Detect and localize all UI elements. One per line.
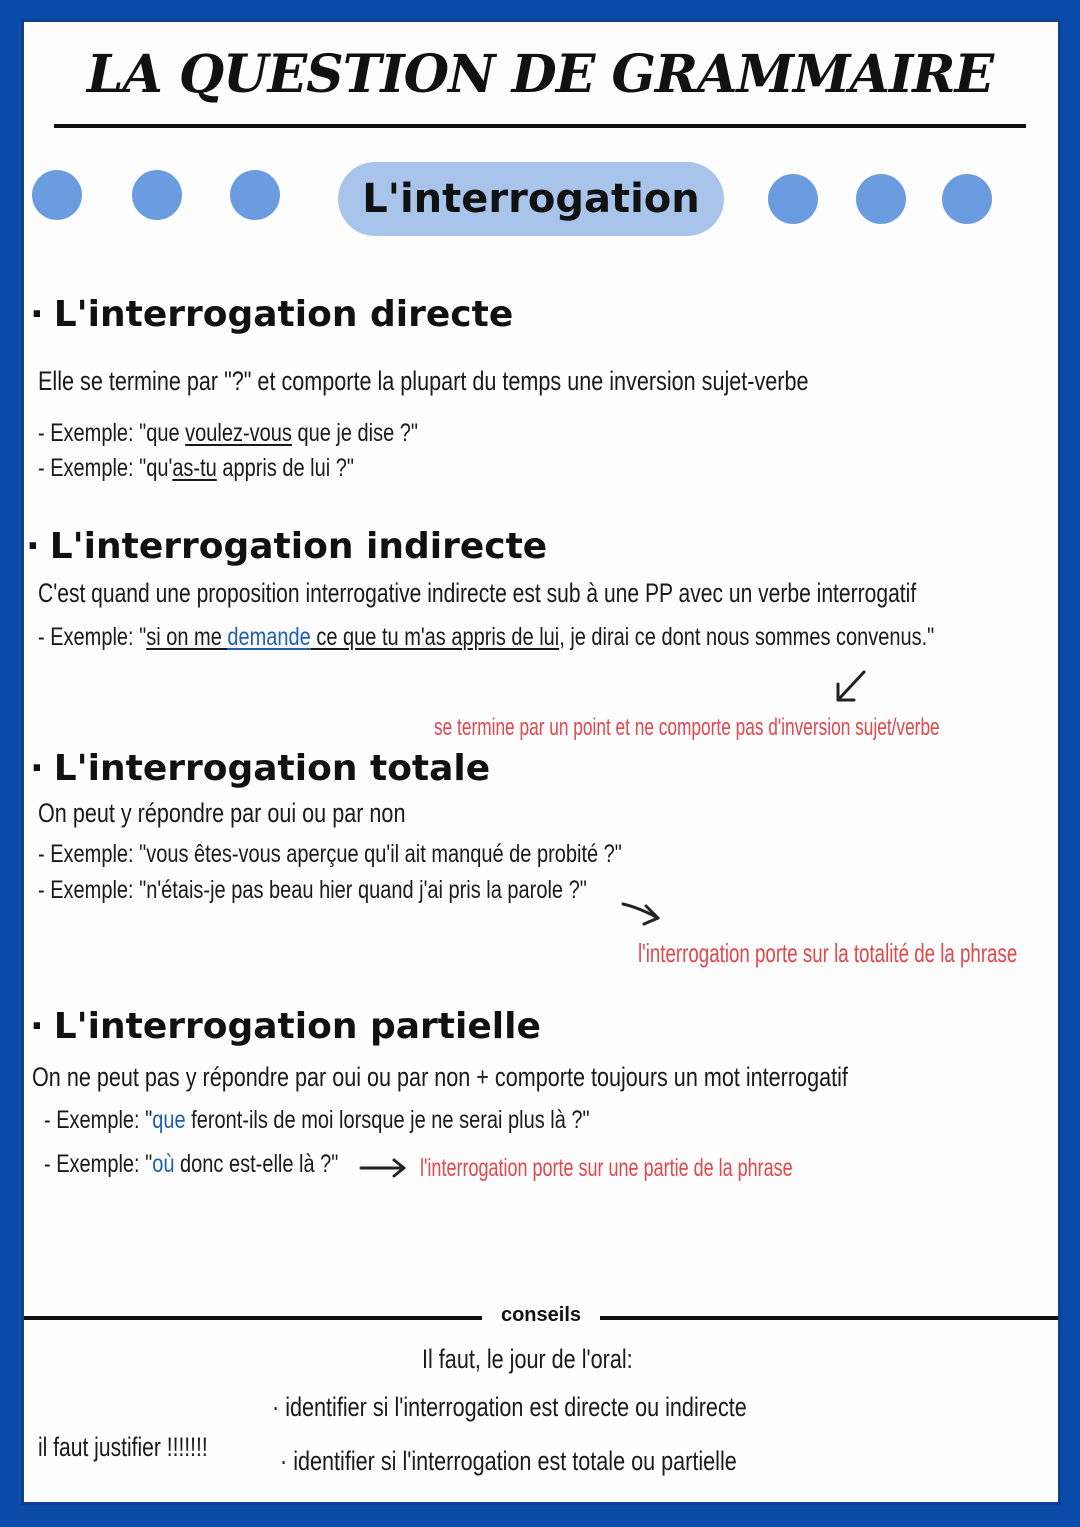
decor-dot bbox=[230, 170, 280, 220]
topic-badge: L'interrogation bbox=[338, 162, 724, 236]
desc-indirecte: C'est quand une proposition interrogative indirecte est sub à une PP avec un verbe interrogatif bbox=[38, 578, 917, 608]
page-title: LA QUESTION DE GRAMMAIRE bbox=[86, 44, 994, 105]
conseils-tip-1: · identifier si l'interrogation est directe ou indirecte bbox=[272, 1392, 747, 1422]
bullet: · bbox=[30, 294, 44, 335]
example-underlined: voulez-vous bbox=[185, 419, 292, 447]
example-suffix: feront-ils de moi lorsque je ne serai plus là ?" bbox=[185, 1106, 590, 1134]
conseils-intro: Il faut, le jour de l'oral: bbox=[422, 1344, 633, 1374]
example-prefix: - Exemple: " bbox=[44, 1150, 153, 1178]
bullet: · bbox=[30, 748, 44, 789]
desc-partielle: On ne peut pas y répondre par oui ou par non + comporte toujours un mot interrogatif bbox=[32, 1062, 848, 1092]
bullet: · bbox=[30, 1006, 44, 1047]
decor-dot bbox=[942, 174, 992, 224]
example-underlined: si on me bbox=[146, 623, 228, 651]
example-prefix: - Exemple: "qu' bbox=[38, 454, 173, 482]
interrogative-word: où bbox=[152, 1150, 175, 1178]
arrow-right-icon bbox=[358, 1156, 410, 1180]
example-prefix: - Exemple: " bbox=[44, 1106, 153, 1134]
desc-directe: Elle se termine par "?" et comporte la plupart du temps une inversion sujet-verbe bbox=[38, 366, 809, 396]
example-verb-highlight: demande bbox=[227, 623, 311, 651]
worksheet bbox=[24, 22, 1058, 1502]
conseils-tip-2: · identifier si l'interrogation est totale ou partielle bbox=[280, 1446, 737, 1476]
conseils-label: conseils bbox=[500, 1304, 582, 1326]
example-partielle-1 bbox=[44, 1106, 590, 1135]
title-underline bbox=[54, 124, 1026, 128]
heading-indirecte-text: L'interrogation indirecte bbox=[49, 526, 548, 567]
interrogative-word: que bbox=[152, 1106, 186, 1134]
example-partielle-2 bbox=[44, 1150, 338, 1179]
heading-directe-text: L'interrogation directe bbox=[53, 294, 514, 335]
conseils-side-note: il faut justifier !!!!!!! bbox=[38, 1432, 208, 1462]
divider-left bbox=[24, 1316, 482, 1320]
bullet: · bbox=[26, 526, 40, 567]
example-prefix: - Exemple: "que bbox=[38, 419, 186, 447]
heading-totale bbox=[30, 748, 490, 789]
example-directe-2 bbox=[38, 454, 354, 483]
example-underlined: ce que tu m'as appris de lui bbox=[310, 623, 560, 651]
example-indirecte bbox=[38, 623, 934, 652]
example-suffix: que je dise ?" bbox=[291, 419, 418, 447]
divider-right bbox=[600, 1316, 1058, 1320]
example-suffix: , je dirai ce dont nous sommes convenus." bbox=[559, 623, 935, 651]
heading-directe bbox=[30, 294, 513, 335]
desc-totale: On peut y répondre par oui ou par non bbox=[38, 798, 406, 828]
example-suffix: appris de lui ?" bbox=[216, 454, 354, 482]
decor-dot bbox=[132, 170, 182, 220]
heading-totale-text: L'interrogation totale bbox=[53, 748, 491, 789]
heading-indirecte bbox=[26, 526, 547, 567]
arrow-right-down-icon bbox=[620, 898, 666, 930]
heading-partielle bbox=[30, 1006, 541, 1047]
example-directe-1 bbox=[38, 419, 418, 448]
down-left-arrow-icon bbox=[830, 668, 870, 708]
example-underlined: as-tu bbox=[172, 454, 217, 482]
note-indirecte: se termine par un point et ne comporte pas d'inversion sujet/verbe bbox=[434, 714, 940, 741]
decor-dot bbox=[32, 170, 82, 220]
example-suffix: donc est-elle là ?" bbox=[174, 1150, 339, 1178]
note-totale: l'interrogation porte sur la totalité de la phrase bbox=[638, 938, 1018, 968]
example-prefix: - Exemple: " bbox=[38, 623, 147, 651]
decor-dot bbox=[768, 174, 818, 224]
heading-partielle-text: L'interrogation partielle bbox=[53, 1006, 541, 1047]
note-partielle: l'interrogation porte sur une partie de la phrase bbox=[420, 1154, 793, 1182]
example-totale-1: - Exemple: "vous êtes-vous aperçue qu'il ait manqué de probité ?" bbox=[38, 840, 622, 868]
example-totale-2: - Exemple: "n'étais-je pas beau hier quand j'ai pris la parole ?" bbox=[38, 876, 587, 904]
decor-dot bbox=[856, 174, 906, 224]
